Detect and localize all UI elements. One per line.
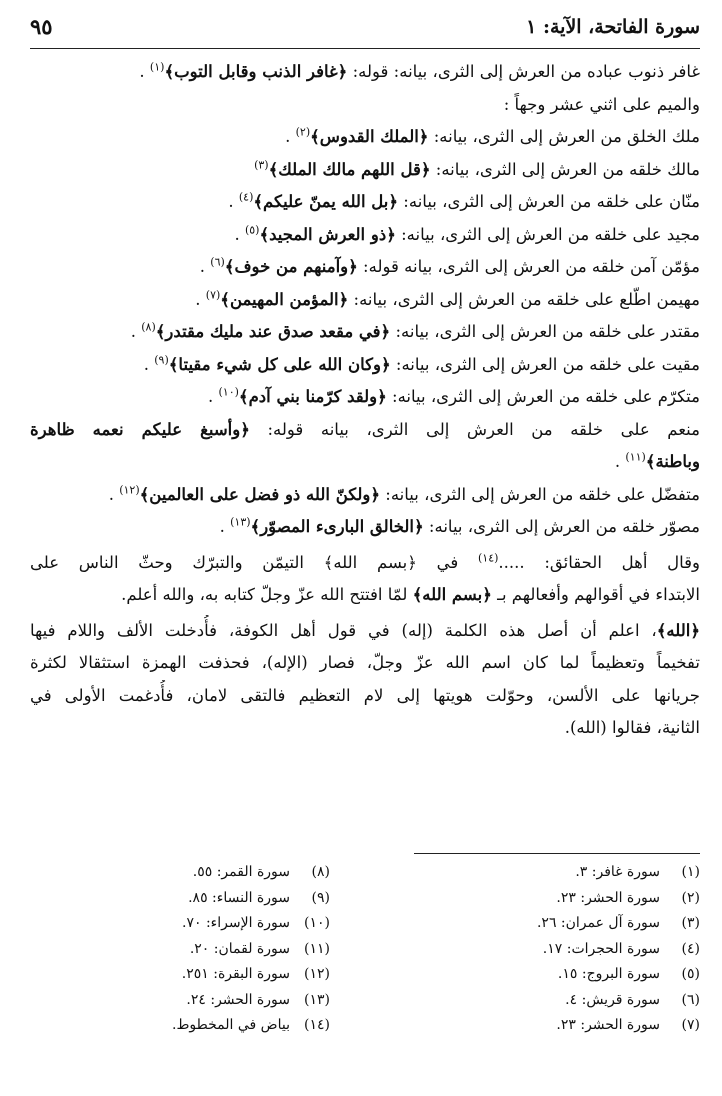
text-line bbox=[30, 349, 700, 382]
line-text: غافر ذنوب عباده من العرش إلى الثرى، بيانه: قوله: bbox=[347, 62, 700, 81]
footnote-ref: (١٤) bbox=[478, 551, 499, 564]
line-text: جريانها على الألسن، وحوّلت هويتها إلى لام التعظيم فالتقى لامان، فأُدغمت الأولى في bbox=[30, 685, 700, 705]
footnote-item bbox=[0, 886, 330, 912]
footnote-text: سورة الحجرات: ١٧. bbox=[542, 940, 660, 957]
text-line bbox=[30, 316, 700, 349]
footnote-text: سورة قريش: ٤. bbox=[565, 991, 660, 1008]
quran-quote: ﴿وآمنهم من خوف﴾ bbox=[224, 257, 358, 276]
footnote-item bbox=[0, 1013, 330, 1039]
footnote-ref: (٦) bbox=[210, 255, 225, 269]
page-number: ٩٥ bbox=[30, 14, 53, 39]
footnote-text: سورة الإسراء: ٧٠. bbox=[182, 915, 290, 931]
text-line bbox=[30, 251, 700, 284]
footnote-separator bbox=[414, 853, 700, 854]
text-line bbox=[30, 219, 700, 252]
footnote-item bbox=[370, 886, 700, 912]
footnote-number: (١٣) bbox=[304, 991, 330, 1008]
line-text: والميم على اثني عشر وجهاً : bbox=[503, 94, 700, 114]
footnote-number: (٥) bbox=[681, 966, 700, 982]
text-line bbox=[30, 647, 700, 680]
footnote-text: سورة الحشر: ٢٣. bbox=[556, 889, 660, 906]
footnote-number: (١) bbox=[681, 864, 700, 880]
footnote-item bbox=[370, 937, 700, 963]
footnote-item bbox=[370, 988, 700, 1014]
footnote-ref: (٩) bbox=[154, 353, 169, 366]
footnote-item bbox=[370, 911, 700, 937]
footnote-ref: (٢) bbox=[295, 125, 311, 139]
footnote-text: سورة الحشر: ٢٣. bbox=[556, 1017, 660, 1033]
footnote-number: (١١) bbox=[304, 940, 330, 957]
line-end: . bbox=[228, 192, 239, 211]
footnote-text: سورة البروج: ١٥. bbox=[557, 966, 660, 982]
text-line bbox=[30, 511, 700, 544]
footnote-number: (٤) bbox=[681, 940, 700, 957]
footnotes-column-left bbox=[0, 860, 330, 1039]
line-text: متكرّم على خلقه من العرش إلى الثرى، بيانه: bbox=[386, 387, 700, 406]
footnote-number: (١٤) bbox=[304, 1017, 330, 1033]
line-text: مقتدر على خلقه من العرش إلى الثرى، بيانه: bbox=[390, 322, 700, 341]
line-text: تفخيماً وتعظيماً لما كان اسم الله عزّ وجلّ، فصار (الإله)، فحذفت الهمزة استثقالا لكثرة bbox=[30, 653, 700, 672]
footnote-number: (١٠) bbox=[304, 915, 330, 931]
text-line bbox=[30, 89, 700, 122]
footnote-item bbox=[0, 988, 330, 1014]
text-line bbox=[30, 579, 700, 612]
footnote-text: سورة آل عمران: ٢٦. bbox=[536, 915, 660, 931]
line-text: الابتداء في أقوالهم وأفعالهم بـ bbox=[491, 585, 700, 604]
footnote-item bbox=[370, 1013, 700, 1039]
text-line bbox=[30, 547, 700, 580]
footnotes bbox=[30, 860, 700, 1040]
text-line bbox=[30, 284, 700, 317]
footnote-item bbox=[0, 860, 330, 886]
footnote-ref: (٤) bbox=[238, 190, 254, 204]
line-end: . bbox=[139, 62, 150, 81]
footnote-item bbox=[0, 962, 330, 988]
footnote-number: (٨) bbox=[311, 864, 330, 880]
quran-quote: ﴿المؤمن المهيمن﴾ bbox=[220, 289, 349, 309]
line-text: مالك خلقه من العرش إلى الثرى، بيانه: bbox=[430, 159, 700, 179]
footnote-ref: (١٢) bbox=[119, 483, 140, 496]
line-text: منّان على خلقه من العرش إلى الثرى، بيانه: bbox=[398, 192, 700, 211]
footnote-ref: (١) bbox=[149, 60, 165, 74]
quran-quote: ﴿الله﴾ bbox=[656, 620, 700, 640]
line-text: منعم على خلقه من العرش إلى الثرى، بيانه قوله: bbox=[249, 419, 700, 439]
footnote-ref: (٨) bbox=[141, 320, 156, 334]
text-line bbox=[30, 479, 700, 512]
quran-quote: ﴿الملك القدوس﴾ bbox=[310, 127, 429, 146]
footnote-ref: (١٠) bbox=[218, 385, 239, 399]
footnote-item bbox=[370, 962, 700, 988]
footnote-item bbox=[0, 937, 330, 963]
quran-quote: ﴿غافر الذنب وقابل التوب﴾ bbox=[164, 62, 348, 81]
line-end: . bbox=[199, 257, 211, 276]
text-line bbox=[30, 414, 700, 447]
quran-quote: ﴿بل الله يمنّ عليكم﴾ bbox=[253, 192, 399, 211]
footnote-text: سورة البقرة: ٢٥١. bbox=[181, 966, 290, 982]
line-text: ملك الخلق من العرش إلى الثرى، بيانه: bbox=[428, 127, 700, 146]
line-end: . bbox=[195, 289, 206, 309]
text-line bbox=[30, 186, 700, 219]
text-line bbox=[30, 615, 700, 648]
quran-quote: ﴿ولكنّ الله ذو فضل على العالمين﴾ bbox=[139, 484, 381, 504]
footnote-item bbox=[0, 911, 330, 937]
line-end: في ﴿بسم الله﴾ التيمّن والتبرّك وحثّ الناس على bbox=[30, 552, 478, 572]
footnote-number: (٢) bbox=[681, 889, 700, 906]
quran-quote: ﴿وأسبغ عليكم نعمه ظاهرة bbox=[30, 419, 250, 439]
quran-quote: ﴿بسم الله﴾ bbox=[412, 585, 492, 604]
line-end: . bbox=[614, 452, 626, 471]
text-line bbox=[30, 381, 700, 414]
text-line bbox=[30, 680, 700, 713]
quran-quote: وباطنة﴾ bbox=[645, 452, 700, 471]
footnote-text: سورة القمر: ٥٥. bbox=[192, 864, 290, 880]
line-text: مؤمّن آمن خلقه من العرش إلى الثرى، بيانه قوله: bbox=[357, 257, 700, 276]
line-text: مهيمن اطّلع على خلقه من العرش إلى الثرى، بيانه: bbox=[348, 289, 700, 309]
footnote-ref: (٧) bbox=[205, 288, 221, 301]
text-line bbox=[30, 712, 700, 745]
page-header bbox=[30, 14, 700, 49]
quran-quote: ﴿في مقعد صدق عند مليك مقتدر﴾ bbox=[155, 322, 391, 341]
line-end: لمّا افتتح الله عزّ وجلّ كتابه به، والله أعلم. bbox=[121, 585, 413, 604]
line-end: . bbox=[234, 224, 245, 244]
line-text: مقيت على خلقه من العرش إلى الثرى، بيانه: bbox=[390, 354, 700, 374]
footnote-number: (٦) bbox=[681, 991, 700, 1008]
line-end: . bbox=[207, 387, 219, 406]
line-text: وقال أهل الحقائق: ..... bbox=[498, 552, 700, 572]
footnote-ref: (١١) bbox=[625, 450, 646, 464]
text-line bbox=[30, 446, 700, 479]
footnote-text: سورة لقمان: ٢٠. bbox=[189, 940, 290, 957]
text-line bbox=[30, 121, 700, 154]
quran-quote: ﴿ذو العرش المجيد﴾ bbox=[259, 224, 396, 244]
line-end: . bbox=[285, 127, 296, 146]
footnote-number: (٧) bbox=[681, 1017, 700, 1033]
line-end: . bbox=[219, 517, 231, 536]
line-end: . bbox=[108, 484, 120, 504]
footnotes-column-right bbox=[370, 860, 700, 1039]
quran-quote: ﴿قل اللهم مالك الملك﴾ bbox=[268, 159, 431, 179]
footnote-ref: (٣) bbox=[254, 158, 269, 171]
footnote-item bbox=[370, 860, 700, 886]
text-line bbox=[30, 56, 700, 89]
quran-quote: ﴿الخالق البارىء المصوّر﴾ bbox=[250, 517, 424, 536]
line-text: الثانية، فقالوا (الله). bbox=[564, 718, 700, 737]
line-text: متفضّل على خلقه من العرش إلى الثرى، بيانه: bbox=[380, 484, 700, 504]
footnote-ref: (٥) bbox=[244, 223, 260, 236]
quran-quote: ﴿وكان الله على كل شيء مقيتا﴾ bbox=[168, 354, 391, 374]
footnote-number: (٩) bbox=[311, 889, 330, 906]
footnote-ref: (١٣) bbox=[230, 515, 251, 529]
line-end: ، اعلم أن أصل هذه الكلمة (إله) في قول أهل الكوفة، فأُدخلت الألف واللام فيها bbox=[30, 620, 657, 640]
surah-title: سورة الفاتحة، الآية: ١ bbox=[526, 16, 700, 38]
footnote-text: بياض في المخطوط. bbox=[172, 1017, 290, 1033]
line-text: مصوّر خلقه من العرش إلى الثرى، بيانه: bbox=[423, 517, 700, 536]
footnote-text: سورة غافر: ٣. bbox=[575, 864, 660, 880]
footnote-text: سورة النساء: ٨٥. bbox=[188, 889, 290, 906]
line-end: . bbox=[130, 322, 142, 341]
text-line bbox=[30, 154, 700, 187]
footnote-text: سورة الحشر: ٢٤. bbox=[186, 991, 290, 1008]
line-end: . bbox=[143, 354, 155, 374]
quran-quote: ﴿ولقد كرّمنا بني آدم﴾ bbox=[238, 387, 387, 406]
footnote-number: (٣) bbox=[681, 915, 700, 931]
footnote-number: (١٢) bbox=[304, 966, 330, 982]
line-text: مجيد على خلقه من العرش إلى الثرى، بيانه: bbox=[395, 224, 700, 244]
main-text bbox=[30, 56, 700, 745]
